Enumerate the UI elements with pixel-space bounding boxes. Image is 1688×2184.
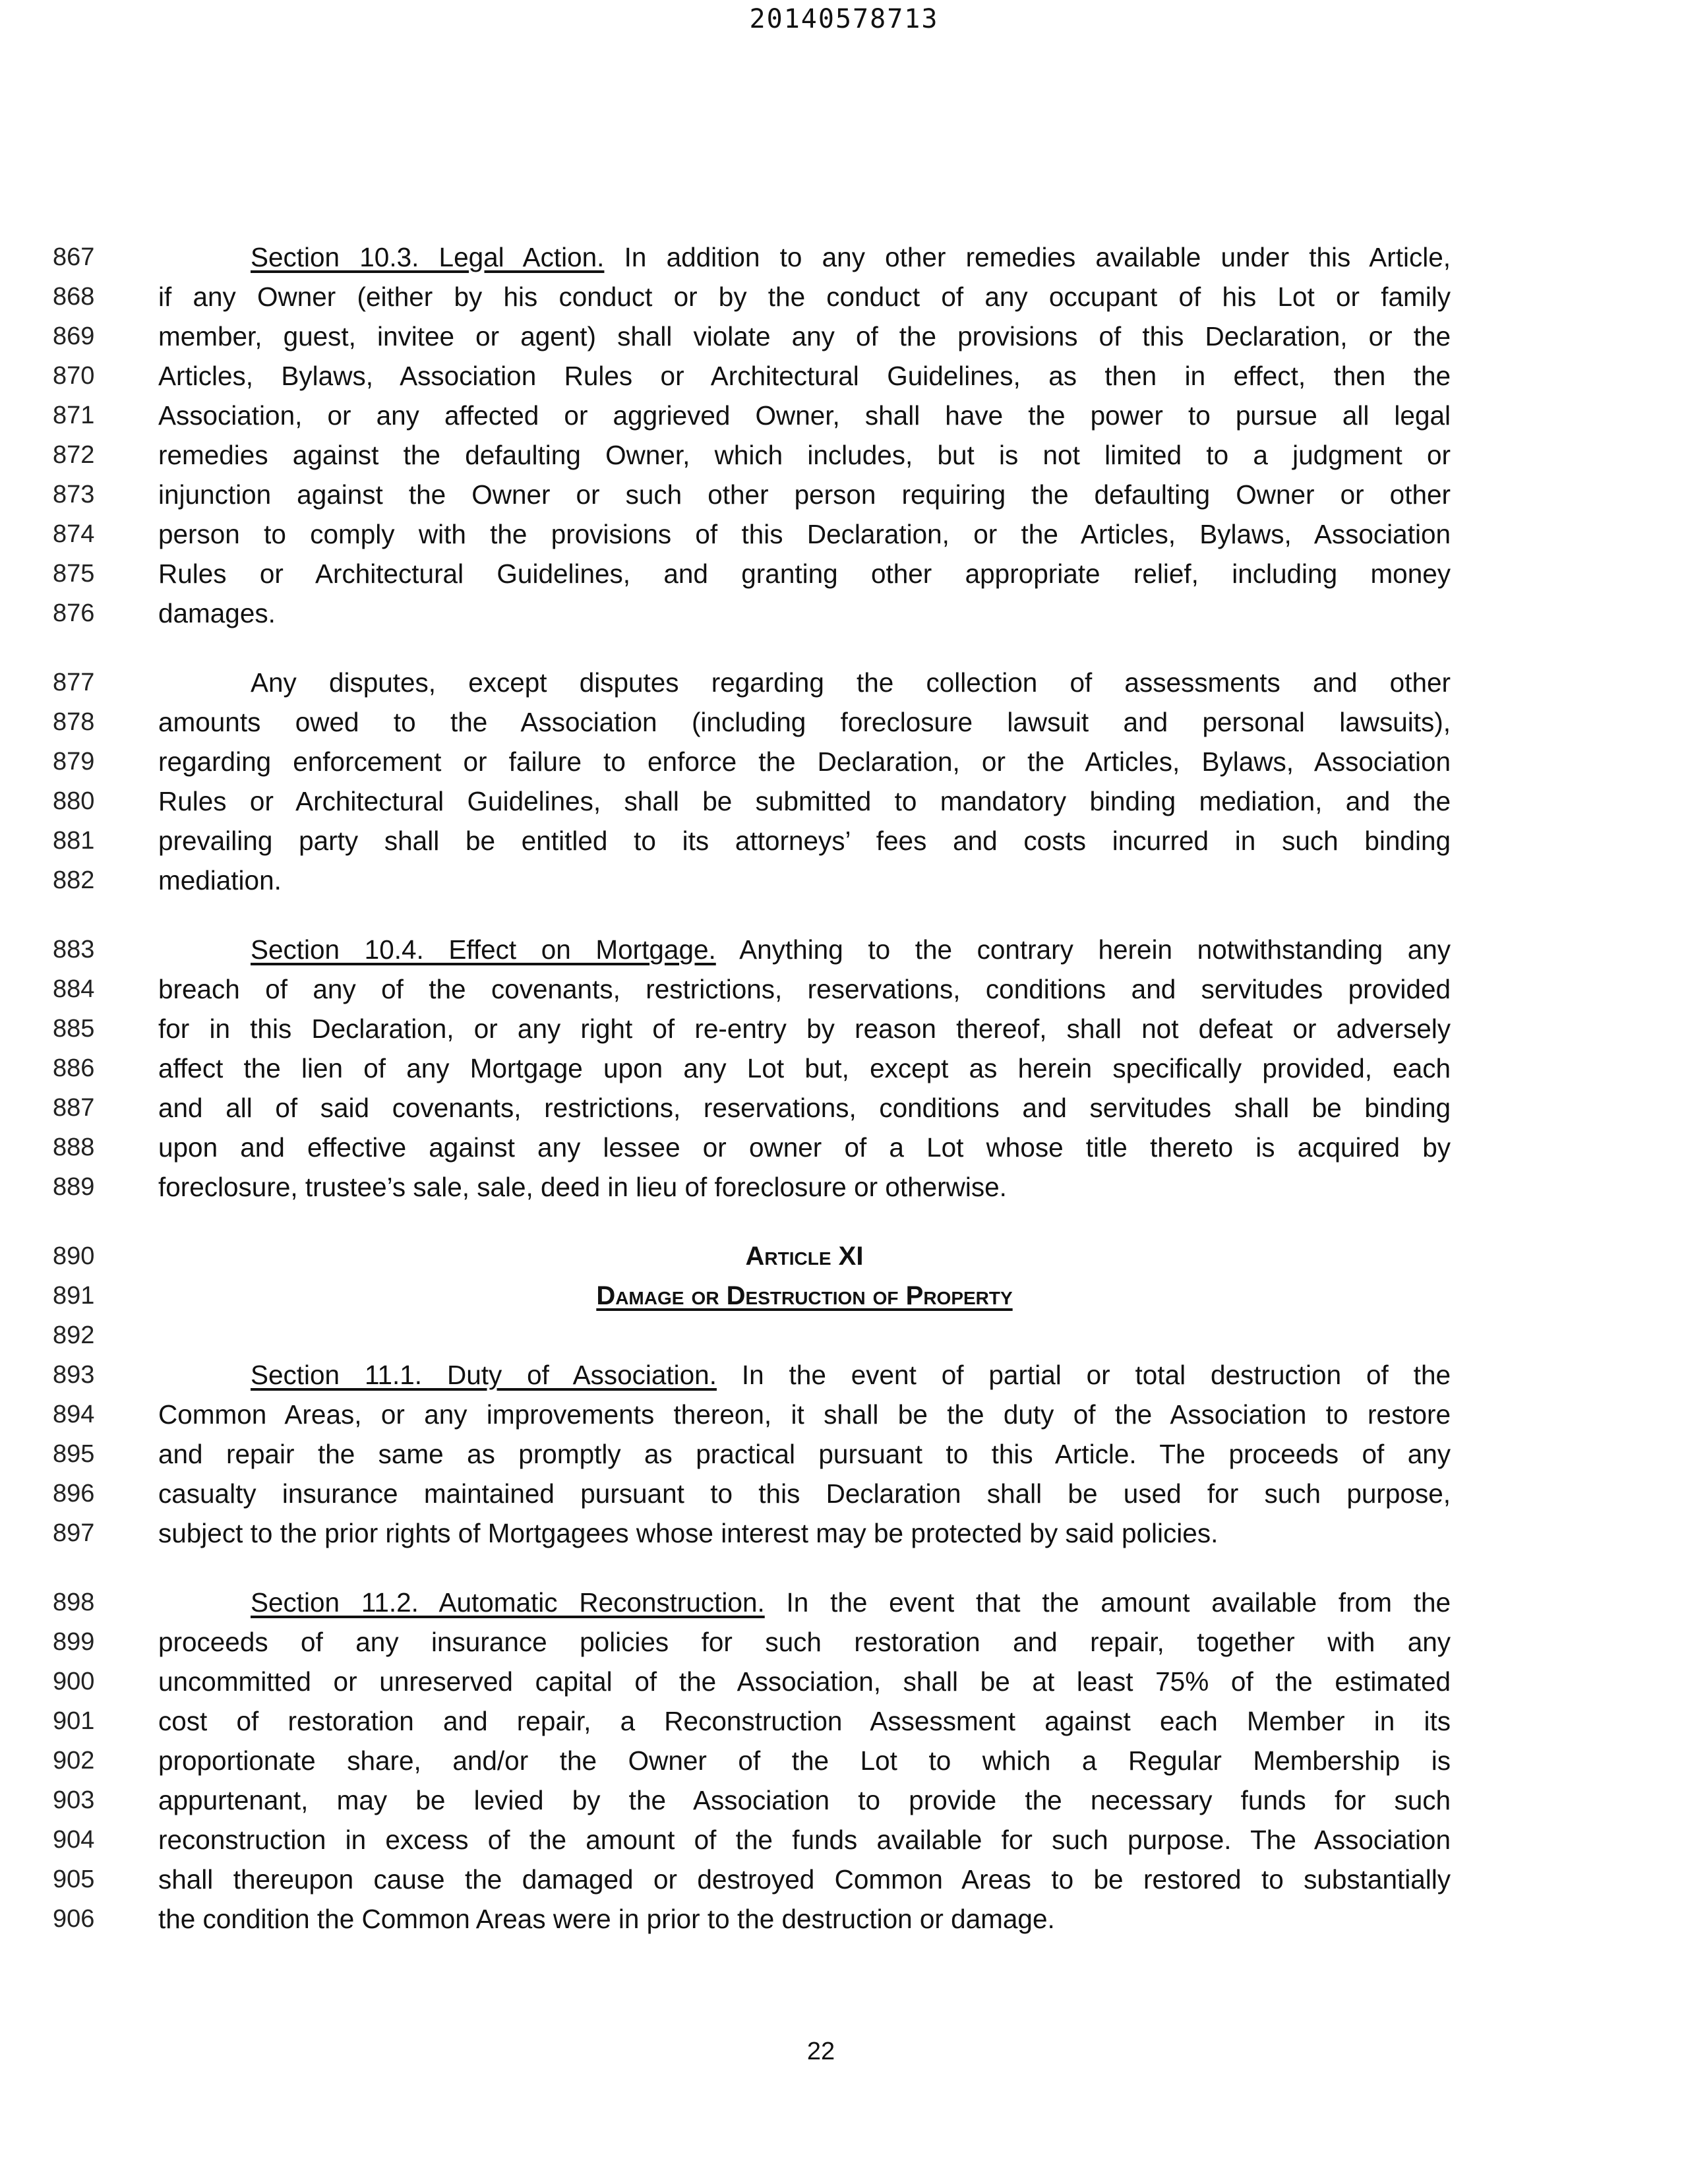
line-number: 877 bbox=[53, 669, 95, 696]
line-876: 876 damages. bbox=[0, 593, 1688, 633]
line-890 bbox=[0, 1236, 1688, 1276]
line-883: 883 Section 10.4. Effect on Mortgage. Anything to the contrary herein notwithstanding any bbox=[0, 930, 1688, 969]
section-heading: Section 10.3. Legal Action. bbox=[251, 242, 605, 272]
line-872: 872 remedies against the defaulting Owner, which includes, but is not limited to a judgment or bbox=[0, 435, 1688, 475]
line-899: 899 proceeds of any insurance policies for such restoration and repair, together with any bbox=[0, 1622, 1688, 1662]
line-number: 887 bbox=[53, 1094, 95, 1122]
line-number: 902 bbox=[53, 1747, 95, 1774]
line-893: 893 Section 11.1. Duty of Association. In the event of partial or total destruction of the bbox=[0, 1355, 1688, 1395]
line-number: 880 bbox=[53, 787, 95, 815]
section-heading: Section 11.1. Duty of Association. bbox=[251, 1360, 717, 1390]
line-886: 886 affect the lien of any Mortgage upon any Lot but, except as herein specifically provided, each bbox=[0, 1048, 1688, 1088]
line-number: 879 bbox=[53, 748, 95, 775]
article-subtitle: Damage or Destruction of Property bbox=[596, 1281, 1013, 1310]
line-904: 904 reconstruction in excess of the amount of the funds available for such purpose. The Association bbox=[0, 1820, 1688, 1860]
line-880: 880 Rules or Architectural Guidelines, shall be submitted to mandatory binding mediation, and the bbox=[0, 781, 1688, 821]
line-894: 894 Common Areas, or any improvements thereon, it shall be the duty of the Association to restore bbox=[0, 1395, 1688, 1434]
line-869: 869 member, guest, invitee or agent) shall violate any of the provisions of this Declaration, or the bbox=[0, 317, 1688, 356]
line-870: 870 Articles, Bylaws, Association Rules or Architectural Guidelines, as then in effect, then the bbox=[0, 356, 1688, 396]
line-number: 892 bbox=[53, 1321, 95, 1349]
line-number: 885 bbox=[53, 1015, 95, 1043]
line-902: 902 proportionate share, and/or the Owner of the Lot to which a Regular Membership is bbox=[0, 1741, 1688, 1780]
line-906: 906 the condition the Common Areas were in prior to the destruction or damage. bbox=[0, 1899, 1688, 1939]
line-867: 867 Section 10.3. Legal Action. In addition to any other remedies available under this Article, bbox=[0, 237, 1688, 277]
line-number: 899 bbox=[53, 1628, 95, 1656]
line-875: 875 Rules or Architectural Guidelines, and granting other appropriate relief, including money bbox=[0, 554, 1688, 593]
line-879: 879 regarding enforcement or failure to enforce the Declaration, or the Articles, Bylaws, Association bbox=[0, 742, 1688, 781]
line-number: 904 bbox=[53, 1826, 95, 1854]
line-885: 885 for in this Declaration, or any right of re-entry by reason thereof, shall not defeat or adversely bbox=[0, 1009, 1688, 1048]
line-882: 882 mediation. bbox=[0, 861, 1688, 900]
line-number: 895 bbox=[53, 1440, 95, 1468]
line-number: 894 bbox=[53, 1401, 95, 1428]
line-number: 896 bbox=[53, 1480, 95, 1507]
line-878: 878 amounts owed to the Association (including foreclosure lawsuit and personal lawsuits), bbox=[0, 702, 1688, 742]
line-874: 874 person to comply with the provisions of this Declaration, or the Articles, Bylaws, Association bbox=[0, 514, 1688, 554]
line-number: 903 bbox=[53, 1786, 95, 1814]
line-901: 901 cost of restoration and repair, a Reconstruction Assessment against each Member in its bbox=[0, 1701, 1688, 1741]
line-881: 881 prevailing party shall be entitled to its attorneys’ fees and costs incurred in such binding bbox=[0, 821, 1688, 861]
line-891 bbox=[0, 1276, 1688, 1316]
line-number: 893 bbox=[53, 1361, 95, 1389]
line-number: 900 bbox=[53, 1668, 95, 1695]
line-889: 889 foreclosure, trustee’s sale, sale, deed in lieu of foreclosure or otherwise. bbox=[0, 1167, 1688, 1207]
line-number: 888 bbox=[53, 1134, 95, 1161]
line-number: 876 bbox=[53, 599, 95, 627]
line-number: 884 bbox=[53, 975, 95, 1003]
line-number: 901 bbox=[53, 1707, 95, 1735]
line-number: 878 bbox=[53, 708, 95, 736]
line-number: 883 bbox=[53, 936, 95, 963]
line-871: 871 Association, or any affected or aggrieved Owner, shall have the power to pursue all legal bbox=[0, 396, 1688, 435]
line-900: 900 uncommitted or unreserved capital of the Association, shall be at least 75% of the estimated bbox=[0, 1662, 1688, 1701]
line-number: 882 bbox=[53, 866, 95, 894]
line-number: 872 bbox=[53, 441, 95, 469]
line-868: 868 if any Owner (either by his conduct or by the conduct of any occupant of his Lot or family bbox=[0, 277, 1688, 317]
line-number: 891 bbox=[53, 1282, 95, 1310]
line-892 bbox=[0, 1316, 1688, 1355]
document-number: 20140578713 bbox=[749, 4, 939, 34]
line-number: 905 bbox=[53, 1866, 95, 1893]
line-877: 877 Any disputes, except disputes regarding the collection of assessments and other bbox=[0, 663, 1688, 702]
line-number: 871 bbox=[53, 402, 95, 429]
section-heading: Section 11.2. Automatic Reconstruction. bbox=[251, 1587, 765, 1618]
line-number: 897 bbox=[53, 1519, 95, 1547]
line-number: 875 bbox=[53, 560, 95, 588]
line-896: 896 casualty insurance maintained pursuant to this Declaration shall be used for such purpose, bbox=[0, 1474, 1688, 1513]
line-903: 903 appurtenant, may be levied by the Association to provide the necessary funds for such bbox=[0, 1780, 1688, 1820]
line-number: 898 bbox=[53, 1589, 95, 1616]
line-888: 888 upon and effective against any lessee or owner of a Lot whose title thereto is acquired by bbox=[0, 1128, 1688, 1167]
line-887: 887 and all of said covenants, restrictions, reservations, conditions and servitudes shall be binding bbox=[0, 1088, 1688, 1128]
line-897: 897 subject to the prior rights of Mortgagees whose interest may be protected by said policies. bbox=[0, 1513, 1688, 1553]
line-number: 869 bbox=[53, 322, 95, 350]
line-905: 905 shall thereupon cause the damaged or destroyed Common Areas to be restored to substantially bbox=[0, 1860, 1688, 1899]
line-number: 890 bbox=[53, 1242, 95, 1270]
line-898: 898 Section 11.2. Automatic Reconstruction. In the event that the amount available from the bbox=[0, 1583, 1688, 1622]
line-884: 884 breach of any of the covenants, restrictions, reservations, conditions and servitudes provided bbox=[0, 969, 1688, 1009]
line-number: 868 bbox=[53, 283, 95, 311]
line-number: 867 bbox=[53, 243, 95, 271]
line-895: 895 and repair the same as promptly as practical pursuant to this Article. The proceeds of any bbox=[0, 1434, 1688, 1474]
line-873: 873 injunction against the Owner or such other person requiring the defaulting Owner or other bbox=[0, 475, 1688, 514]
line-number: 886 bbox=[53, 1054, 95, 1082]
line-number: 889 bbox=[53, 1173, 95, 1201]
article-title: Article XI bbox=[745, 1242, 864, 1271]
line-number: 874 bbox=[53, 520, 95, 548]
line-number: 873 bbox=[53, 481, 95, 508]
line-number: 906 bbox=[53, 1905, 95, 1933]
line-number: 881 bbox=[53, 827, 95, 855]
line-number: 870 bbox=[53, 362, 95, 390]
section-heading: Section 10.4. Effect on Mortgage. bbox=[251, 934, 716, 965]
page-number: 22 bbox=[806, 2038, 835, 2065]
